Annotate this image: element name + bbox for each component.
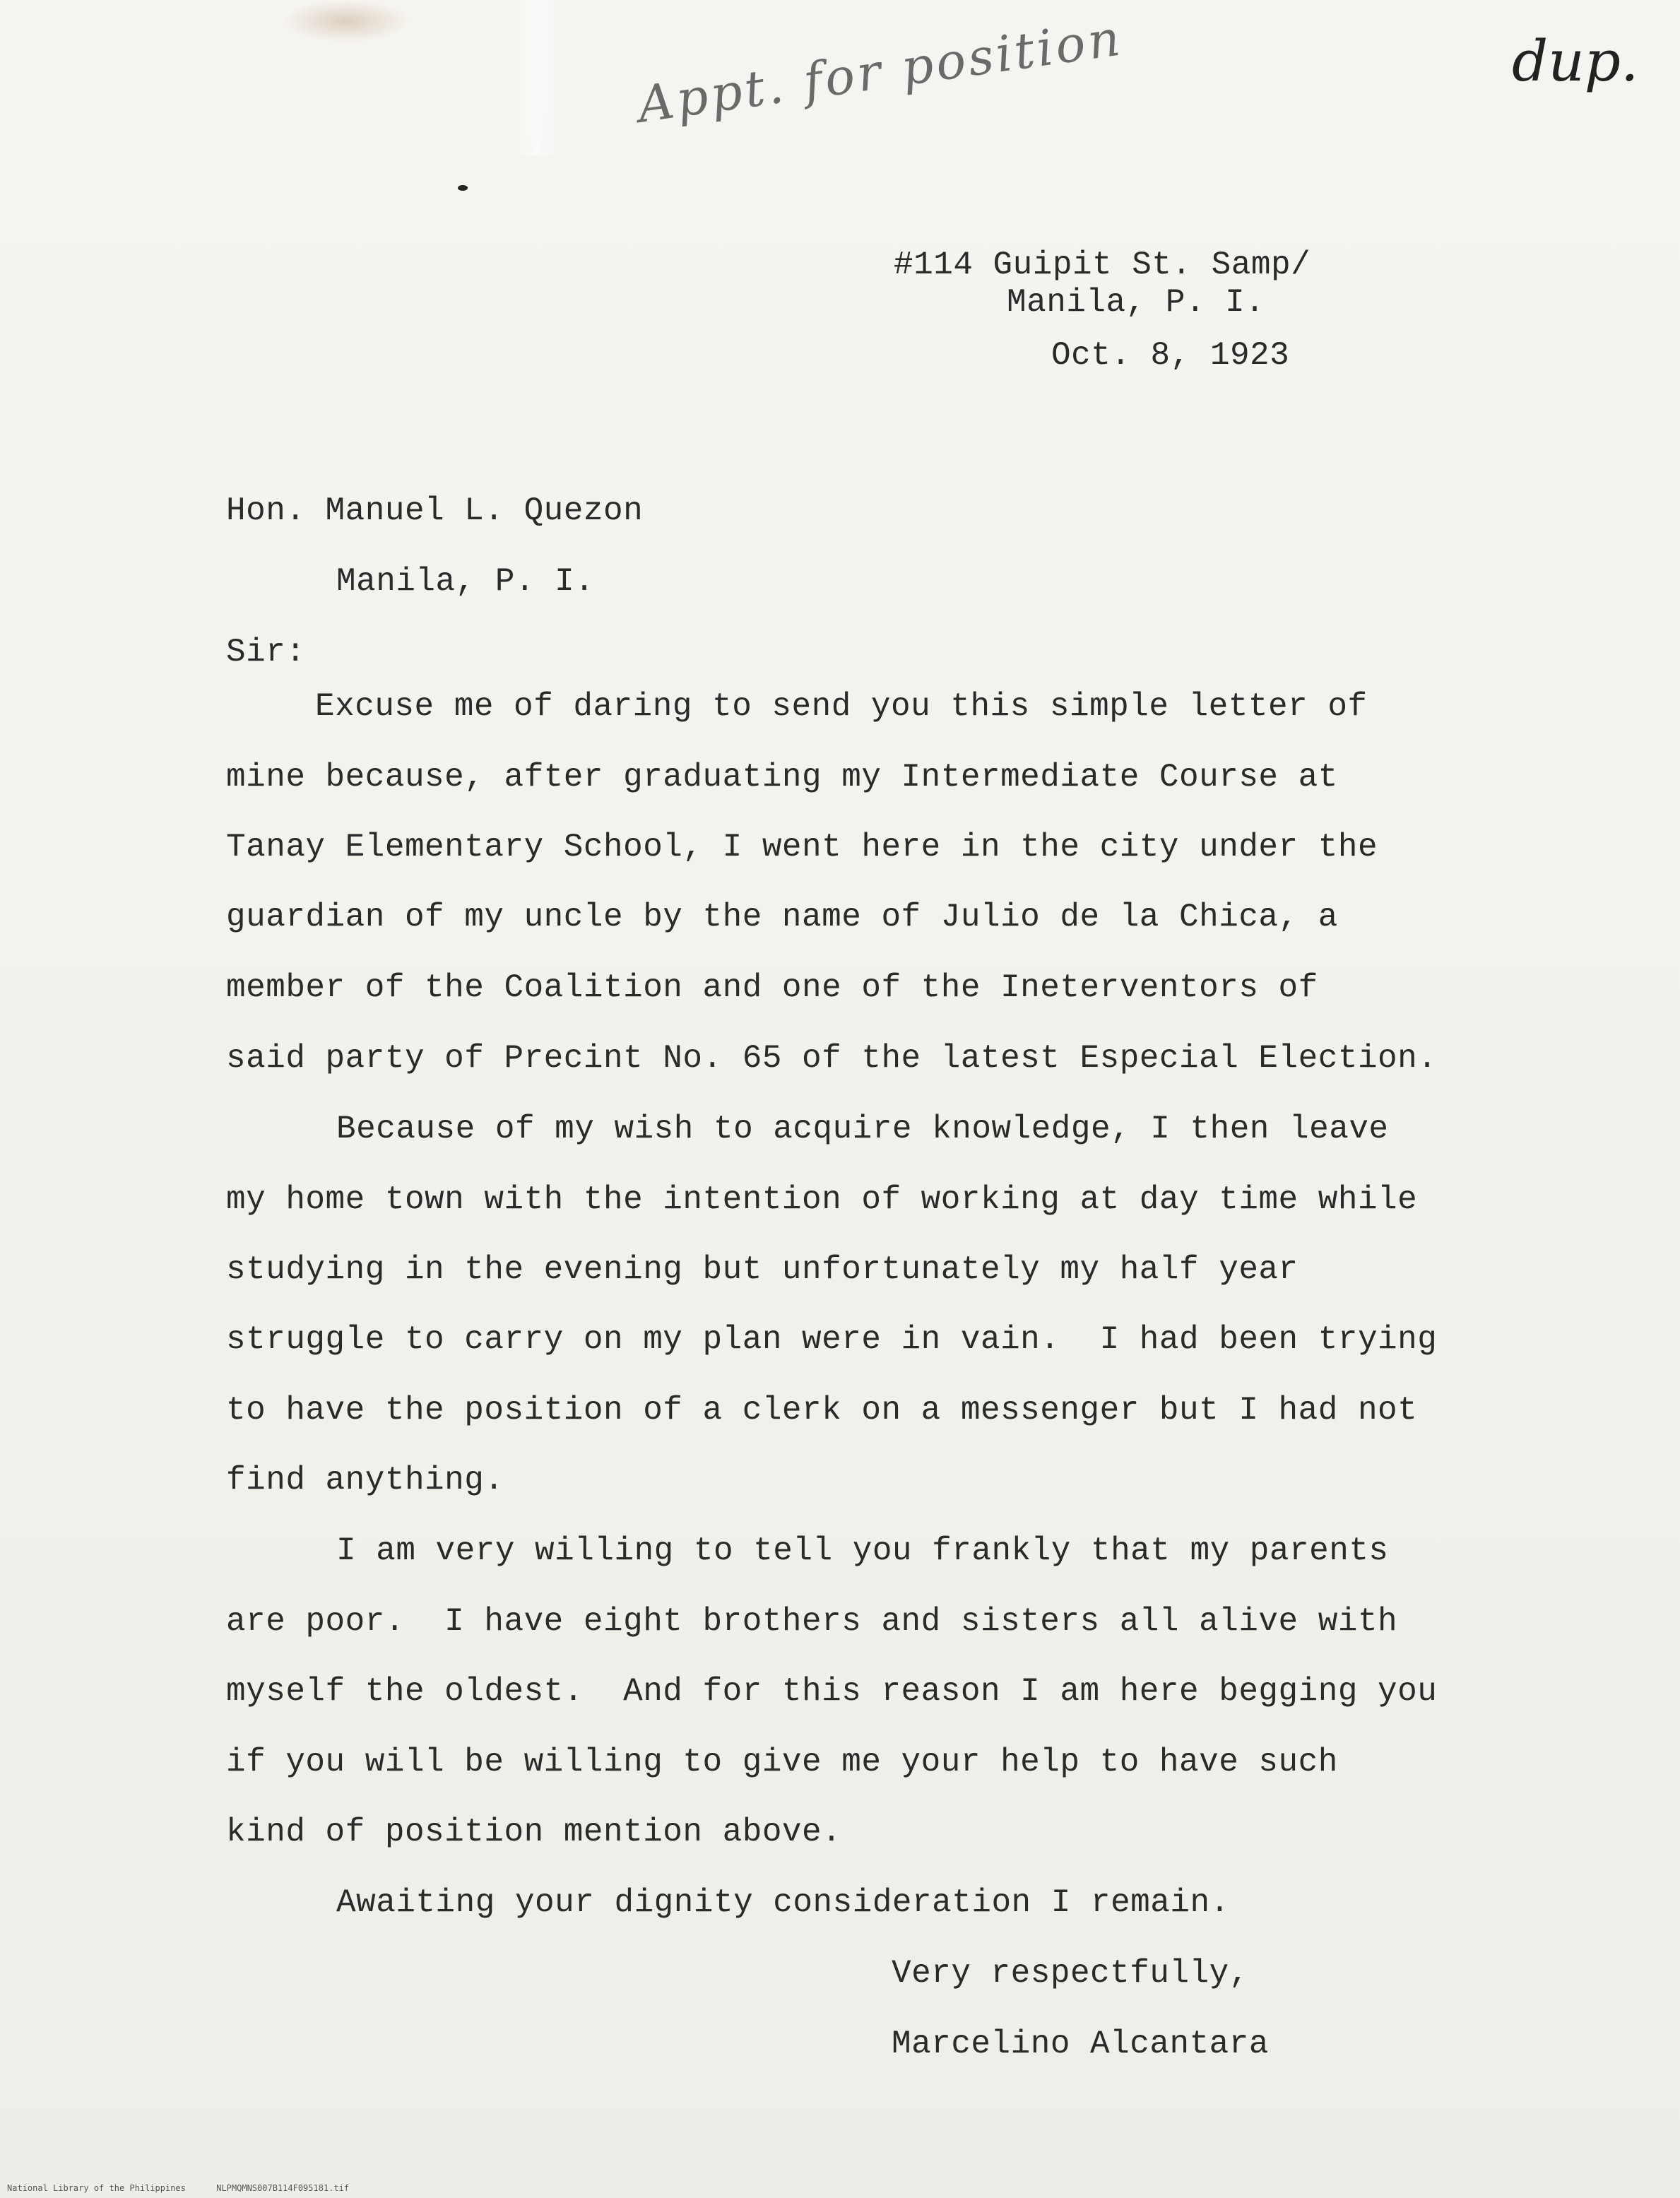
body-line: mine because, after graduating my Intermediate Course at (226, 759, 1338, 796)
letter-date: Oct. 8, 1923 (1051, 337, 1290, 374)
sender-address-line2: Manila, P. I. (1007, 284, 1265, 321)
handwritten-dup-mark: dup. (1512, 28, 1639, 94)
body-line: Excuse me of daring to send you this simple letter of (315, 688, 1368, 725)
recipient-name: Hon. Manuel L. Quezon (226, 492, 644, 529)
body-line: I am very willing to tell you frankly that my parents (336, 1532, 1389, 1569)
ink-speck (458, 185, 468, 191)
body-line: find anything. (226, 1462, 504, 1499)
body-line: said party of Precint No. 65 of the latest Especial Election. (226, 1040, 1438, 1077)
body-line: kind of position mention above. (226, 1814, 842, 1850)
body-line: to have the position of a clerk on a messenger but I had not (226, 1392, 1418, 1429)
body-line: struggle to carry on my plan were in vain. I had been trying (226, 1321, 1438, 1358)
body-line: myself the oldest. And for this reason I am here begging you (226, 1673, 1438, 1710)
archive-file: NLPMQMNS007B114F095181.tif (216, 2183, 350, 2193)
sender-address-line1: #114 Guipit St. Samp/ (894, 247, 1311, 283)
archive-source: National Library of the Philippines (7, 2183, 186, 2193)
body-line: Because of my wish to acquire knowledge, I then leave (336, 1111, 1389, 1147)
body-line: if you will be willing to give me your help to have such (226, 1744, 1338, 1780)
paper-stain (283, 0, 410, 42)
body-line: my home town with the intention of working at day time while (226, 1181, 1418, 1218)
recipient-place: Manila, P. I. (336, 563, 595, 600)
signature-name: Marcelino Alcantara (892, 2026, 1269, 2062)
salutation: Sir: (226, 634, 306, 670)
body-line: studying in the evening but unfortunately my half year (226, 1251, 1299, 1288)
body-line: are poor. I have eight brothers and sisters all alive with (226, 1603, 1398, 1640)
body-line: member of the Coalition and one of the Ineterventors of (226, 969, 1318, 1006)
handwritten-note: Appt. for position (634, 8, 1126, 134)
closing: Very respectfully, (892, 1955, 1249, 1992)
body-line: guardian of my uncle by the name of Julio de la Chica, a (226, 899, 1338, 935)
archive-footer (7, 2183, 349, 2193)
tape-mark (509, 0, 565, 155)
body-line: Tanay Elementary School, I went here in the city under the (226, 829, 1378, 865)
body-line: Awaiting your dignity consideration I remain. (336, 1884, 1230, 1921)
